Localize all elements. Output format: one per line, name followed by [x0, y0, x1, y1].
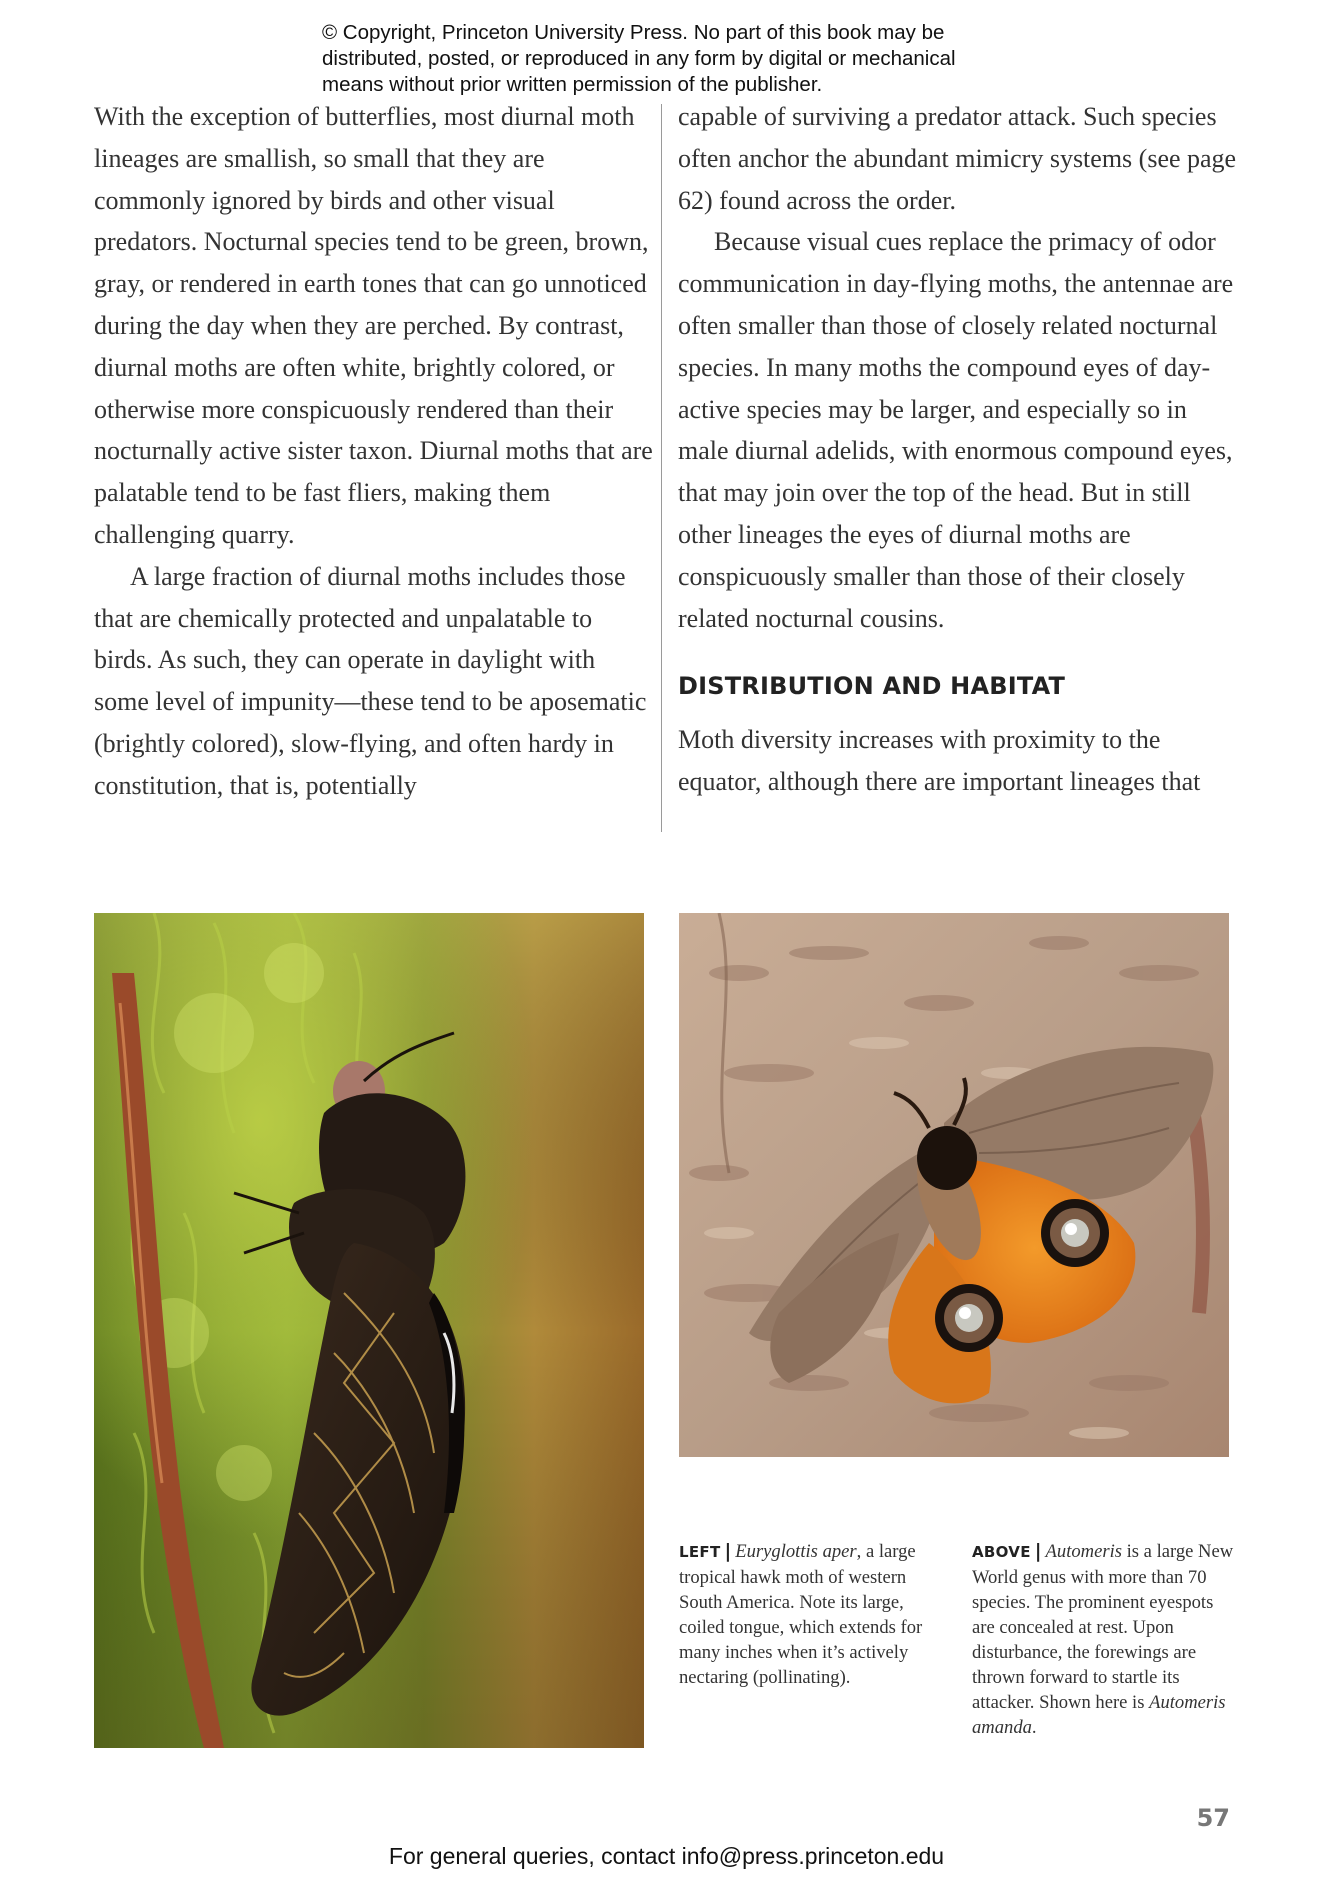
caption-right-genus: Automeris	[1045, 1541, 1122, 1562]
copyright-line-2: distributed, posted, or reproduced in any form by digital or mechanical	[322, 47, 956, 70]
caption-left-species: Euryglottis aper	[735, 1541, 857, 1562]
caption-left-tag: LEFT	[679, 1543, 721, 1561]
page-number: 57	[1196, 1804, 1230, 1832]
footer-contact: For general queries, contact info@press.princeton.edu	[388, 1843, 945, 1869]
section-heading: DISTRIBUTION AND HABITAT	[678, 672, 1066, 701]
right-paragraph-3: Moth diversity increases with proximity to the equator, although there are important lineages that	[678, 725, 1201, 797]
left-paragraph-2: A large fraction of diurnal moths includes those that are chemically protected and unpalatable to birds. As such, they can operate in daylight with some level of impunity—these tend to be aposematic (brightly colored), slow-flying, and often hardy in constitution, that is, potentially	[94, 561, 647, 800]
right-paragraph-1: capable of surviving a predator attack. Such species often anchor the abundant mimicry systems (see page 62) found across the order.	[678, 102, 1237, 215]
caption-separator: |	[1034, 1541, 1042, 1562]
caption-right	[972, 1539, 1234, 1740]
caption-left-text: , a large tropical hawk moth of western South America. Note its large, coiled tongue, which extends for many inches when it’s actively nectaring (pollinating).	[679, 1541, 923, 1688]
right-paragraph-2: Because visual cues replace the primacy of odor communication in day-flying moths, the antennae are often smaller than those of closely related nocturnal species. In many moths the compound eyes of day-active species may be larger, and especially so in male diurnal adelids, with enormous compound eyes, that may join over the top of the head. But in still other lineages the eyes of diurnal moths are conspicuously smaller than those of their closely related nocturnal cousins.	[678, 227, 1234, 633]
caption-separator: |	[724, 1541, 732, 1562]
left-text-column	[94, 96, 654, 807]
caption-right-end: .	[1031, 1717, 1037, 1738]
caption-right-tag: ABOVE	[972, 1543, 1031, 1561]
column-divider	[661, 104, 662, 832]
copyright-line-3: means without prior written permission of the publisher.	[322, 73, 823, 96]
copyright-notice	[322, 20, 1042, 98]
caption-right-species: Automeris amanda	[972, 1692, 1226, 1738]
caption-left	[679, 1539, 941, 1690]
left-paragraph-1: With the exception of butterflies, most diurnal moth lineages are smallish, so small that they are commonly ignored by birds and other visual predators. Nocturnal species tend to be green, brown, gray, or rendered in earth tones that can go unnoticed during the day when they are perched. By contrast, diurnal moths are often white, brightly colored, or otherwise more conspicuously rendered than their nocturnally active sister taxon. Diurnal moths that are palatable tend to be fast fliers, making them challenging quarry.	[94, 102, 653, 549]
caption-right-text: is a large New World genus with more than 70 species. The prominent eyespots are concealed at rest. Upon disturbance, the forewings are thrown forward to startle its attacker. Shown here is	[972, 1541, 1234, 1713]
hawk-moth-photo	[94, 913, 644, 1748]
automeris-moth-photo	[679, 913, 1229, 1457]
copyright-line-1: © Copyright, Princeton University Press. No part of this book may be	[322, 21, 945, 44]
right-text-column	[678, 96, 1238, 803]
